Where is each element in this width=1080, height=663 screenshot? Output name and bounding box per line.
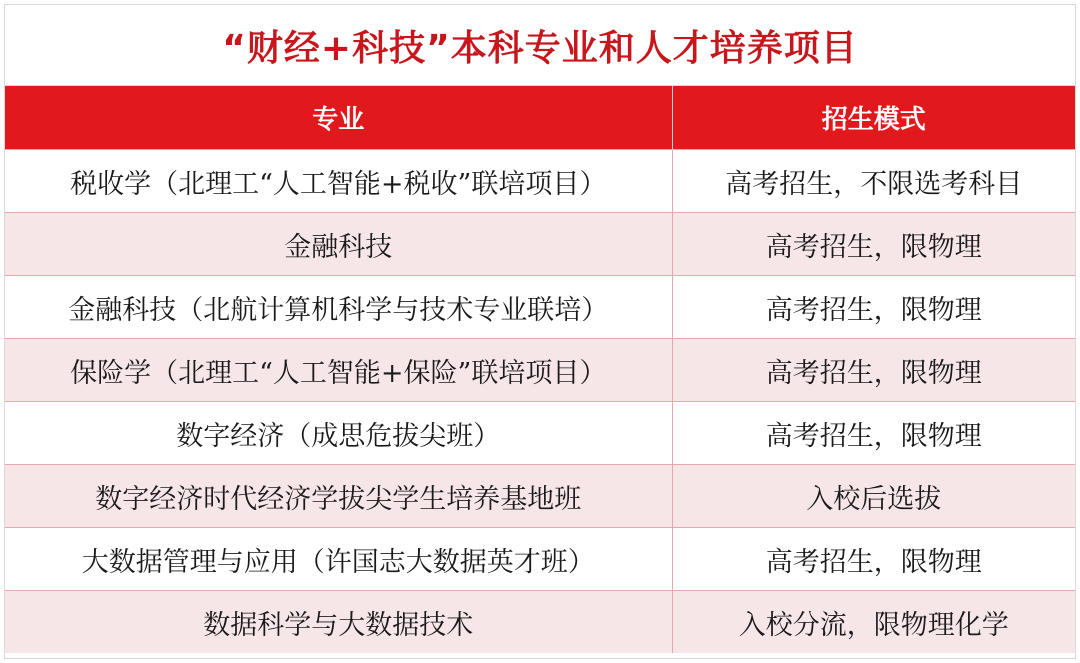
major-cell: 大数据管理与应用（许国志大数据英才班） xyxy=(5,528,672,591)
mode-cell: 高考招生，限物理 xyxy=(672,276,1075,339)
mode-cell: 高考招生，限物理 xyxy=(672,528,1075,591)
major-cell: 税收学（北理工“人工智能+税收”联培项目） xyxy=(5,150,672,213)
mode-cell: 入校后选拔 xyxy=(672,465,1075,528)
major-cell: 数字经济时代经济学拔尖学生培养基地班 xyxy=(5,465,672,528)
mode-cell: 高考招生，限物理 xyxy=(672,402,1075,465)
major-cell: 保险学（北理工“人工智能+保险”联培项目） xyxy=(5,339,672,402)
major-cell: 金融科技 xyxy=(5,213,672,276)
table-row xyxy=(5,591,1075,654)
table-header-row xyxy=(5,86,1075,150)
major-cell: 金融科技（北航计算机科学与技术专业联培） xyxy=(5,276,672,339)
major-cell: 数字经济（成思危拔尖班） xyxy=(5,402,672,465)
table-row xyxy=(5,402,1075,465)
column-header-mode: 招生模式 xyxy=(672,86,1075,150)
mode-cell: 入校分流，限物理化学 xyxy=(672,591,1075,654)
program-table xyxy=(5,86,1075,653)
table-title: “财经+科技”本科专业和人才培养项目 xyxy=(5,5,1075,86)
program-table-card xyxy=(4,4,1076,659)
table-row xyxy=(5,213,1075,276)
major-cell: 数据科学与大数据技术 xyxy=(5,591,672,654)
mode-cell: 高考招生，不限选考科目 xyxy=(672,150,1075,213)
table-row xyxy=(5,339,1075,402)
table-row xyxy=(5,465,1075,528)
mode-cell: 高考招生，限物理 xyxy=(672,213,1075,276)
column-header-major: 专业 xyxy=(5,86,672,150)
table-row xyxy=(5,528,1075,591)
mode-cell: 高考招生，限物理 xyxy=(672,339,1075,402)
table-row xyxy=(5,276,1075,339)
table-row xyxy=(5,150,1075,213)
